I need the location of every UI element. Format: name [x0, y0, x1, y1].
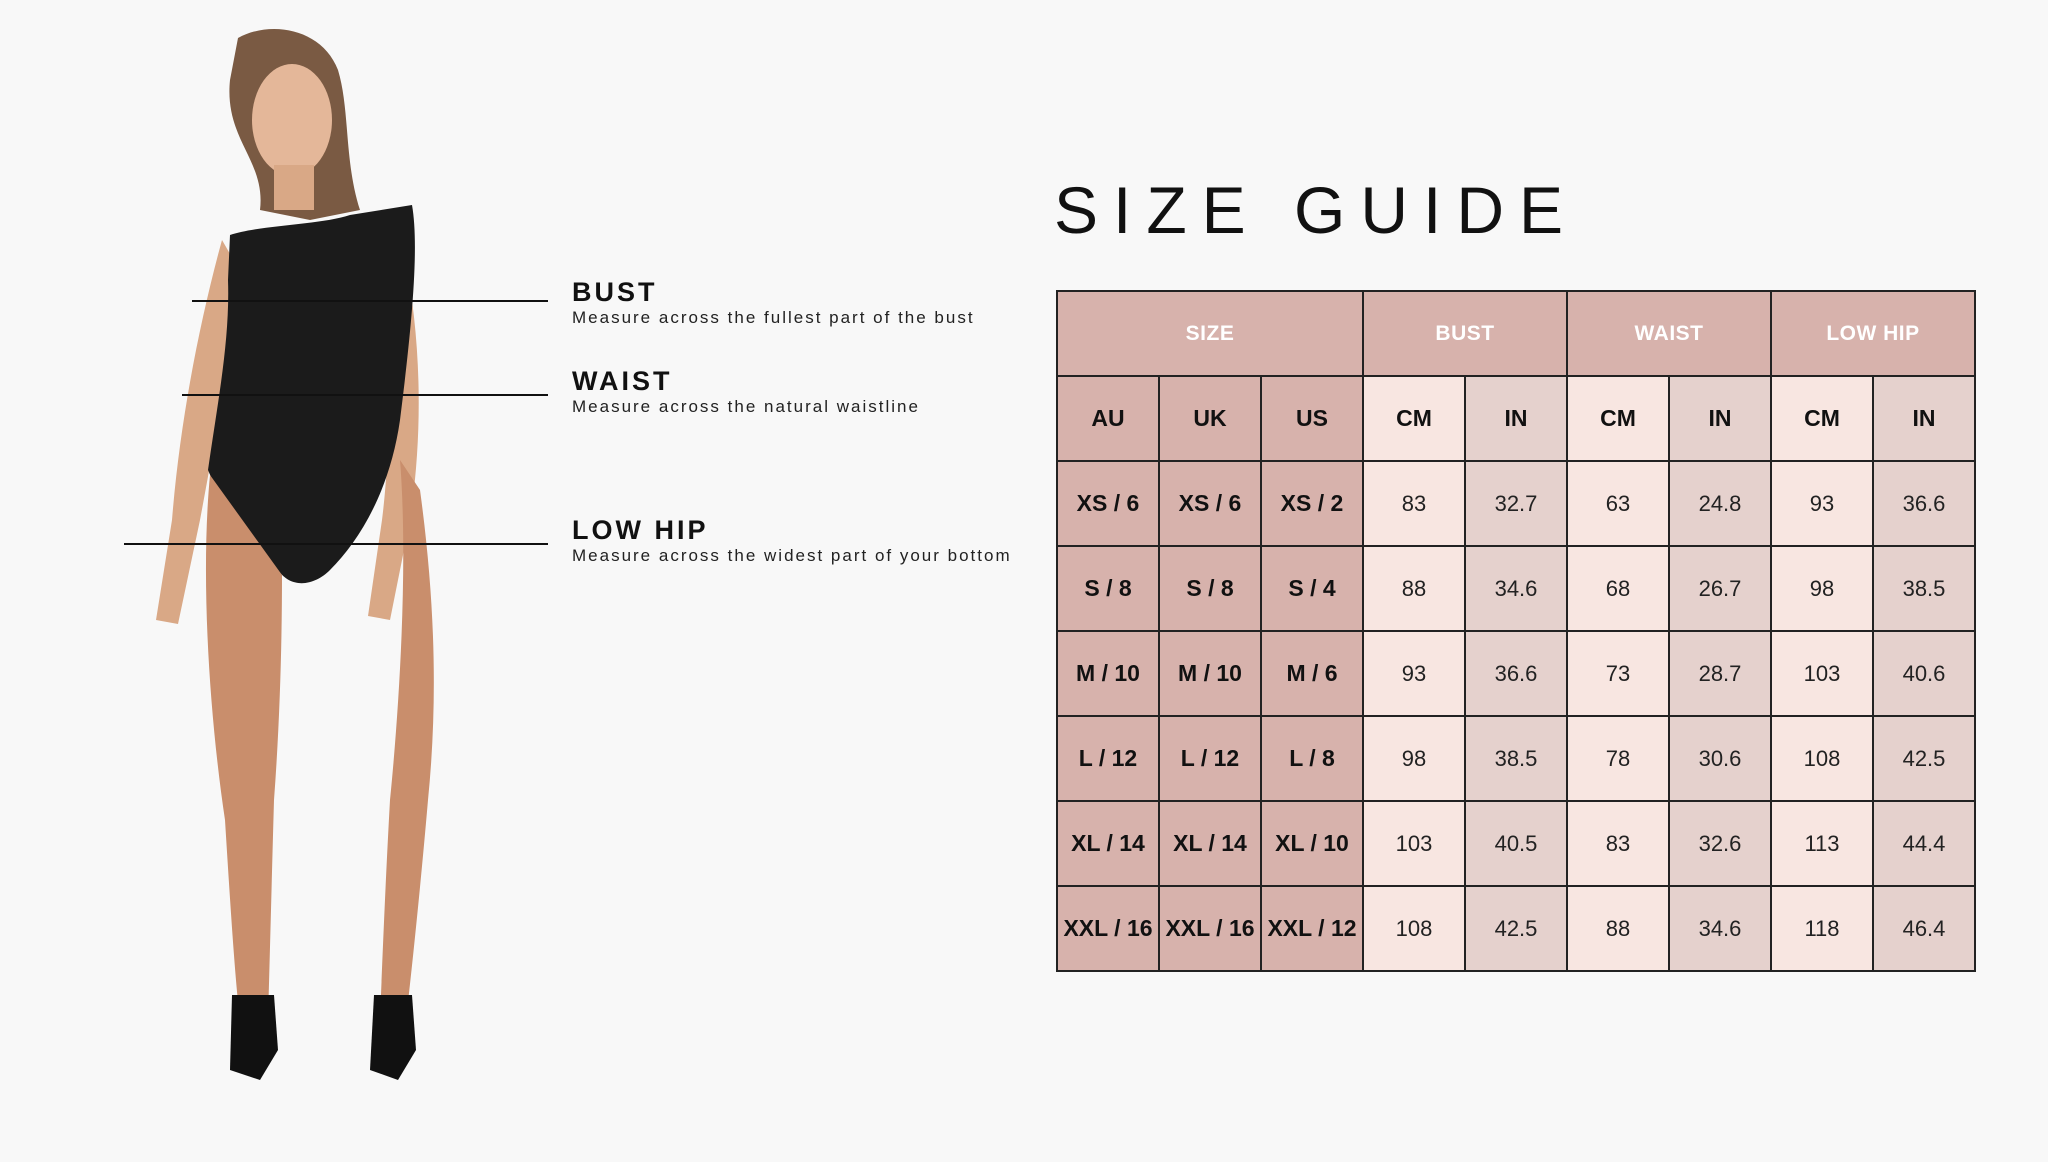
waist-in-cell: 30.6: [1669, 716, 1771, 801]
bust-cm-cell: 98: [1363, 716, 1465, 801]
au-cell: XXL / 16: [1057, 886, 1159, 971]
bust-in-cell: 40.5: [1465, 801, 1567, 886]
waist-cm-cell: 88: [1567, 886, 1669, 971]
size-table: [1056, 290, 1976, 972]
low-hip-guide: [572, 516, 1012, 566]
bust-cm-cell: 108: [1363, 886, 1465, 971]
waist-cm-cell: 73: [1567, 631, 1669, 716]
au-header: AU: [1057, 376, 1159, 461]
group-header-row: [1057, 291, 1975, 376]
low-hip-cm-cell: 103: [1771, 631, 1873, 716]
au-cell: M / 10: [1057, 631, 1159, 716]
size-group-header: SIZE: [1057, 291, 1363, 376]
low-hip-in-cell: 36.6: [1873, 461, 1975, 546]
bust-guide-line: [192, 300, 548, 302]
bust-cm-header: CM: [1363, 376, 1465, 461]
us-cell: L / 8: [1261, 716, 1363, 801]
waist-cm-cell: 68: [1567, 546, 1669, 631]
page-title: SIZE GUIDE: [1054, 173, 1579, 247]
low-hip-guide-description: Measure across the widest part of your bottom: [572, 546, 1012, 565]
low-hip-in-cell: 44.4: [1873, 801, 1975, 886]
uk-cell: XL / 14: [1159, 801, 1261, 886]
waist-in-header: IN: [1669, 376, 1771, 461]
bust-in-header: IN: [1465, 376, 1567, 461]
bust-in-cell: 34.6: [1465, 546, 1567, 631]
bust-in-cell: 36.6: [1465, 631, 1567, 716]
uk-header: UK: [1159, 376, 1261, 461]
table-row: [1057, 801, 1975, 886]
uk-cell: S / 8: [1159, 546, 1261, 631]
bust-guide-title: BUST: [572, 277, 658, 307]
low-hip-cm-cell: 93: [1771, 461, 1873, 546]
model-figure: [60, 20, 460, 1160]
au-cell: L / 12: [1057, 716, 1159, 801]
low-hip-in-cell: 40.6: [1873, 631, 1975, 716]
bust-cm-cell: 83: [1363, 461, 1465, 546]
low-hip-cm-header: CM: [1771, 376, 1873, 461]
low-hip-guide-title: LOW HIP: [572, 515, 709, 545]
table-row: [1057, 546, 1975, 631]
waist-guide-title: WAIST: [572, 366, 673, 396]
waist-group-header: WAIST: [1567, 291, 1771, 376]
waist-cm-header: CM: [1567, 376, 1669, 461]
low-hip-group-header: LOW HIP: [1771, 291, 1975, 376]
us-cell: S / 4: [1261, 546, 1363, 631]
us-header: US: [1261, 376, 1363, 461]
low-hip-in-cell: 46.4: [1873, 886, 1975, 971]
bust-in-cell: 38.5: [1465, 716, 1567, 801]
low-hip-in-cell: 42.5: [1873, 716, 1975, 801]
waist-in-cell: 24.8: [1669, 461, 1771, 546]
us-cell: XXL / 12: [1261, 886, 1363, 971]
us-cell: XS / 2: [1261, 461, 1363, 546]
bust-cm-cell: 93: [1363, 631, 1465, 716]
uk-cell: XS / 6: [1159, 461, 1261, 546]
waist-cm-cell: 83: [1567, 801, 1669, 886]
us-cell: M / 6: [1261, 631, 1363, 716]
sub-header-row: [1057, 376, 1975, 461]
uk-cell: M / 10: [1159, 631, 1261, 716]
waist-in-cell: 34.6: [1669, 886, 1771, 971]
low-hip-cm-cell: 98: [1771, 546, 1873, 631]
bust-group-header: BUST: [1363, 291, 1567, 376]
us-cell: XL / 10: [1261, 801, 1363, 886]
low-hip-in-header: IN: [1873, 376, 1975, 461]
bust-cm-cell: 88: [1363, 546, 1465, 631]
table-row: [1057, 886, 1975, 971]
waist-guide-line: [182, 394, 548, 396]
uk-cell: XXL / 16: [1159, 886, 1261, 971]
low-hip-guide-line: [124, 543, 548, 545]
waist-guide-description: Measure across the natural waistline: [572, 397, 920, 416]
waist-in-cell: 26.7: [1669, 546, 1771, 631]
bust-in-cell: 32.7: [1465, 461, 1567, 546]
low-hip-cm-cell: 113: [1771, 801, 1873, 886]
waist-guide: [572, 367, 920, 417]
bust-in-cell: 42.5: [1465, 886, 1567, 971]
waist-in-cell: 32.6: [1669, 801, 1771, 886]
bust-guide: [572, 278, 975, 328]
low-hip-cm-cell: 108: [1771, 716, 1873, 801]
table-row: [1057, 461, 1975, 546]
uk-cell: L / 12: [1159, 716, 1261, 801]
table-row: [1057, 631, 1975, 716]
low-hip-in-cell: 38.5: [1873, 546, 1975, 631]
waist-cm-cell: 78: [1567, 716, 1669, 801]
model-illustration: [60, 20, 460, 1160]
table-row: [1057, 716, 1975, 801]
bust-guide-description: Measure across the fullest part of the bust: [572, 308, 975, 327]
low-hip-cm-cell: 118: [1771, 886, 1873, 971]
au-cell: S / 8: [1057, 546, 1159, 631]
bust-cm-cell: 103: [1363, 801, 1465, 886]
waist-cm-cell: 63: [1567, 461, 1669, 546]
au-cell: XS / 6: [1057, 461, 1159, 546]
waist-in-cell: 28.7: [1669, 631, 1771, 716]
au-cell: XL / 14: [1057, 801, 1159, 886]
